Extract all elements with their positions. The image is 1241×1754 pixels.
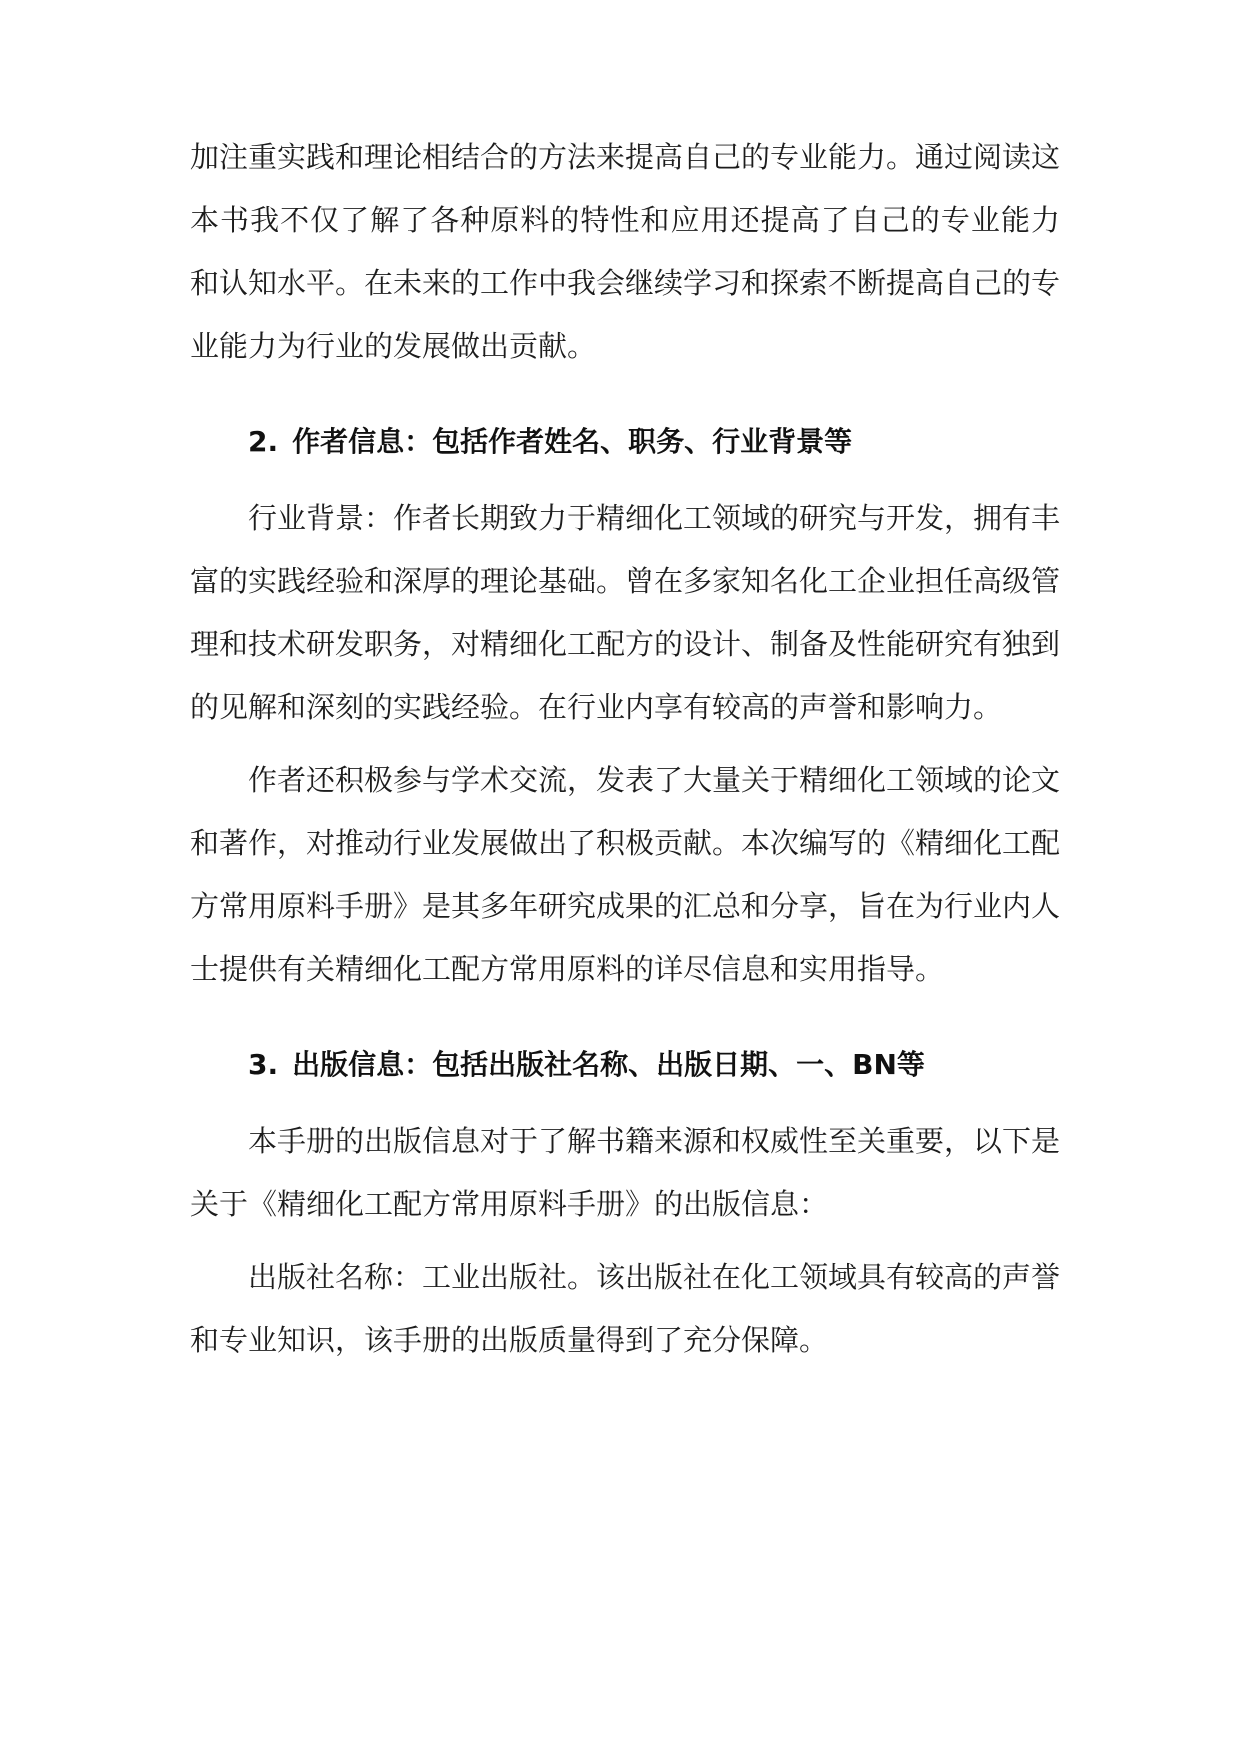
- section-heading: [248, 1045, 1060, 1085]
- text-line: 方常用原料手册》是其多年研究成果的汇总和分享，旨在为行业内人: [190, 889, 1060, 923]
- section-title: 出版信息：包括出版社名称、出版日期、一、BN等: [292, 1048, 925, 1081]
- text-line: 和著作，对推动行业发展做出了积极贡献。本次编写的《精细化工配: [190, 826, 1060, 860]
- text-line: 本书我不仅了解了各种原料的特性和应用还提高了自己的专业能力: [190, 203, 1060, 237]
- text-line: 理和技术研发职务，对精细化工配方的设计、制备及性能研究有独到: [190, 627, 1060, 661]
- text-line: 士提供有关精细化工配方常用原料的详尽信息和实用指导。: [190, 952, 945, 986]
- section-heading: [248, 422, 1060, 462]
- text-line: 和认知水平。在未来的工作中我会继续学习和探索不断提高自己的专: [190, 266, 1060, 300]
- text-line: 加注重实践和理论相结合的方法来提高自己的专业能力。通过阅读这: [190, 140, 1060, 174]
- section-title: 作者信息：包括作者姓名、职务、行业背景等: [292, 425, 853, 458]
- text-line: 关于《精细化工配方常用原料手册》的出版信息：: [190, 1187, 829, 1221]
- section-number: 3.: [248, 1048, 279, 1081]
- text-line: 业能力为行业的发展做出贡献。: [190, 329, 597, 363]
- text-line: 出版社名称：工业出版社。该出版社在化工领域具有较高的声誉: [248, 1260, 1060, 1294]
- text-line: 的见解和深刻的实践经验。在行业内享有较高的声誉和影响力。: [190, 690, 1003, 724]
- text-line: 富的实践经验和深厚的理论基础。曾在多家知名化工企业担任高级管: [190, 564, 1060, 598]
- section-number: 2.: [248, 425, 279, 458]
- text-line: 本手册的出版信息对于了解书籍来源和权威性至关重要，以下是: [248, 1124, 1060, 1158]
- text-line: 行业背景：作者长期致力于精细化工领域的研究与开发，拥有丰: [248, 501, 1060, 535]
- text-line: 和专业知识，该手册的出版质量得到了充分保障。: [190, 1323, 829, 1357]
- text-line: 作者还积极参与学术交流，发表了大量关于精细化工领域的论文: [248, 763, 1060, 797]
